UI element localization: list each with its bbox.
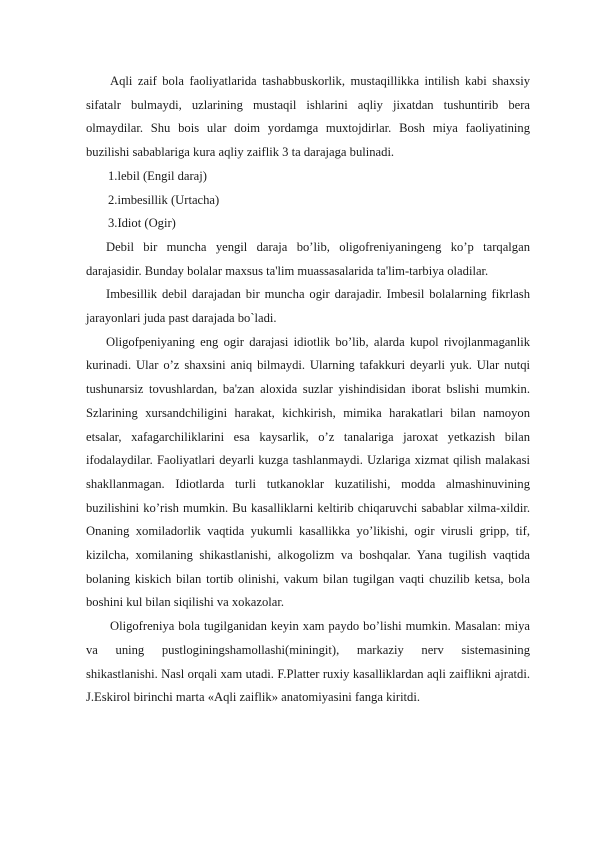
paragraph-oligofreniya: Oligofreniya bola tugilganidan keyin xam paydo bo’lishi mumkin. Masalan: miya va uning pustloginingshamollashi(miningit), markaziy nerv sistemasining shikastlanishi. Nasl orqali xam utadi. F.Platter ruxiy kasalliklardan aqli zaiflikni ajratdi. J.Eskirol birinchi marta «Aqli zaiflik» anatomiyasini fanga kiritdi. xyxy=(86,619,530,705)
document-page xyxy=(86,70,530,710)
paragraph-intro: Aqli zaif bola faoliyatlarida tashabbuskorlik, mustaqillikka intilish kabi shaxsiy sifatalr bulmaydi, uzlarining mustaqil ishlarini aqliy jixatdan tushuntirib bera olmaydilar. Shu bois ular doim yordamga muxtojdirlar. Bosh miya faoliyatining buzilishi sabablariga kura aqliy zaiflik 3 ta darajaga bulinadi. xyxy=(86,74,530,160)
list-item-idiot: 3.Idiot (Ogir) xyxy=(108,216,176,231)
paragraph-debil: Debil bir muncha yengil daraja bo’lib, oligofreniyaningeng ko’p tarqalgan darajasidir. Bunday bolalar maxsus ta'lim muassasalarida ta'lim-tarbiya oladilar. xyxy=(86,239,530,278)
paragraph-imbesillik: Imbesillik debil darajadan bir muncha ogir darajadir. Imbesil bolalarning fikrlash jarayonlari juda past darajada bo`ladi. xyxy=(86,287,530,326)
paragraph-idiotlik: Oligofpeniyaning eng ogir darajasi idiotlik bo’lib, alarda kupol rivojlanmaganlik kurinadi. Ular o’z shaxsini aniq bilmaydi. Ularning tafakkuri deyarli yuk. Ular nutqi tushunarsiz tovushlardan, ba'zan aloxida suzlar yishindisidan iborat bslishi mumkin. Szlarining xursandchiligini harakat, kichkirish, mimika harakatlari bilan namoyon etsalar, xafagarchiliklarini esa kaysarlik, o’z tanalariga jaroxat yetkazish bilan ifodalaydilar. Faoliyatlari deyarli kuzga tashlanmaydi. Uzlariga xizmat qilish malakasi shakllanmagan. Idiotlarda turli tutkanoklar kuzatilishi, modda almashinuvining buzilishini ko’rish mumkin. Bu kasalliklarni keltirib chiqaruvchi sabablar xilma-xildir. Onaning xomiladorlik vaqtida yukumli kasallikka yo’likishi, ogir virusli gripp, tif, kizilcha, xomilaning shikastlanishi, alkogolizm va boshqalar. Yana tugilish vaqtida bolaning kiskich bilan tortib olinishi, vakum bilan tugilgan vaqti chuzilib ketsa, bola boshini kul bilan siqilishi va xokazolar. xyxy=(86,334,530,610)
list-item-imbesillik: 2.imbesillik (Urtacha) xyxy=(108,192,220,207)
list-item-debil: 1.lebil (Engil daraj) xyxy=(108,168,207,183)
